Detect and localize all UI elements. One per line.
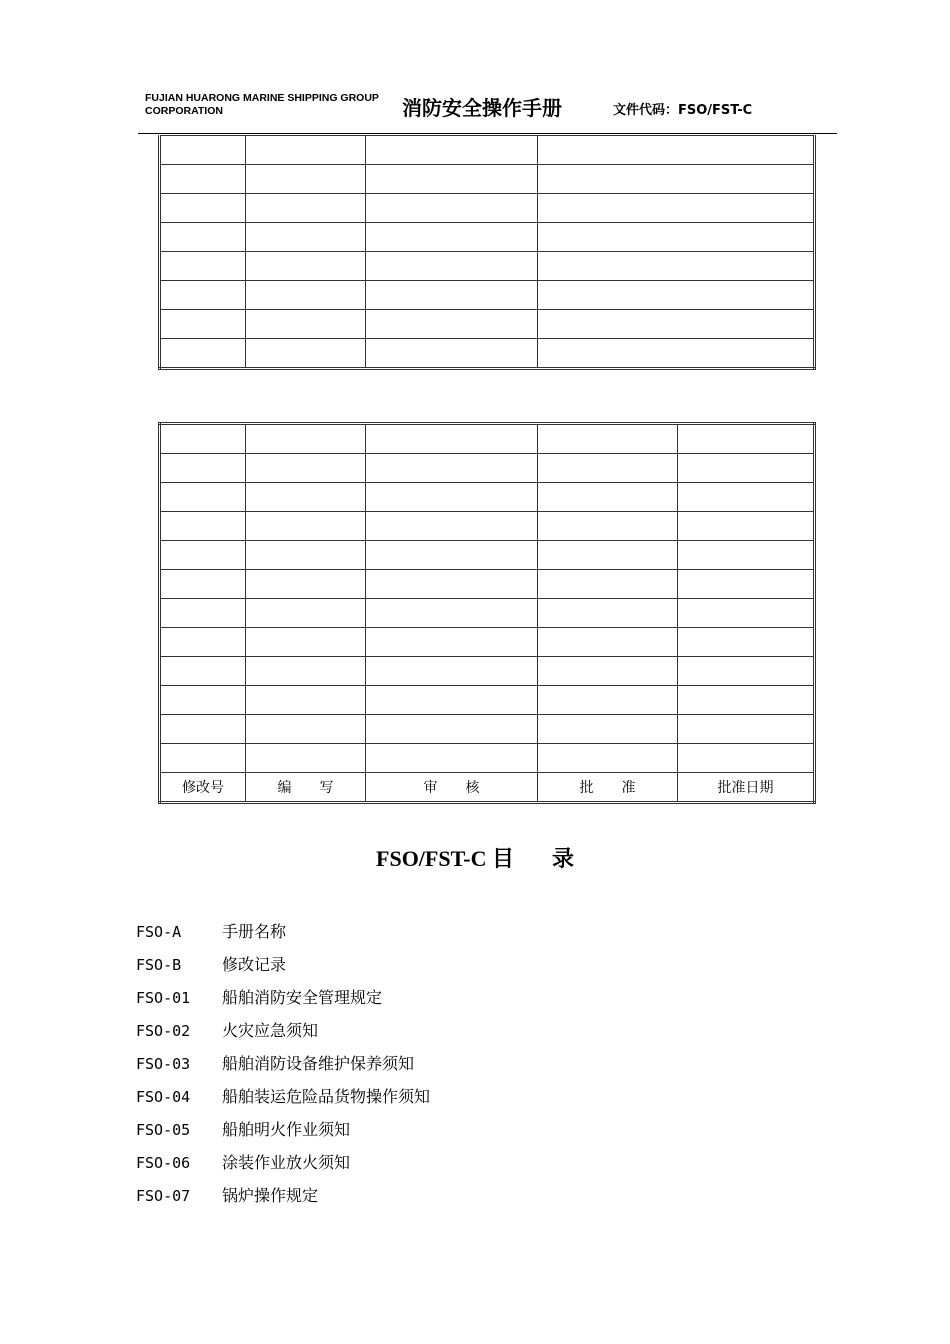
manual-title: 消防安全操作手册 [402,96,562,120]
toc-item-code: FSO-03 [136,1055,191,1073]
toc-title-prefix: FSO/FST-C 目 [376,846,514,871]
table-cell [538,744,678,773]
table-cell [538,599,678,628]
table-row [160,657,815,686]
table-row [160,424,815,454]
document-code: 文件代码：FSO/FST-C [613,103,753,118]
table-row [160,715,815,744]
table-cell [366,744,538,773]
toc-item [136,918,430,951]
toc-item-code: FSO-02 [136,1022,191,1040]
table-cell [246,657,366,686]
company-name-line1: FUJIAN HUARONG MARINE SHIPPING GROUP [145,92,379,104]
toc-item [136,1017,430,1050]
table-row [160,339,815,369]
table-cell [246,686,366,715]
table-cell [678,715,815,744]
table-row [160,628,815,657]
footer-approved-by: 批 准 [538,773,678,803]
table-cell [538,541,678,570]
table-cell [246,599,366,628]
table-row [160,310,815,339]
toc-item [136,1116,430,1149]
toc-item [136,951,430,984]
company-name [145,92,390,118]
table-row [160,281,815,310]
toc-item-name: 火灾应急须知 [222,1021,319,1040]
table-cell [366,252,538,281]
table-cell [538,570,678,599]
footer-approval-date: 批准日期 [678,773,815,803]
table-row [160,223,815,252]
table-cell [538,194,815,223]
table-cell [538,310,815,339]
table-row [160,686,815,715]
continued-table [158,135,816,370]
toc-item-name: 船舶装运危险品货物操作须知 [222,1087,431,1106]
table-cell [366,454,538,483]
table-cell [366,657,538,686]
table-cell [160,454,246,483]
table-cell [538,165,815,194]
toc-item-code: FSO-01 [136,989,191,1007]
toc-item [136,1050,430,1083]
table-cell [246,454,366,483]
table-cell [538,512,678,541]
table-cell [366,483,538,512]
toc-item-code: FSO-B [136,956,182,974]
table-cell [246,483,366,512]
toc-item [136,1083,430,1116]
table-cell [246,194,366,223]
toc-item-code: FSO-04 [136,1088,191,1106]
table-cell [246,512,366,541]
table-cell [538,252,815,281]
table-cell [678,454,815,483]
table-cell [366,715,538,744]
toc-item-name: 锅炉操作规定 [222,1186,319,1205]
company-name-line2: CORPORATION [145,105,223,117]
table-of-contents [136,918,430,1215]
table-cell [246,339,366,369]
revision-table-footer [160,773,815,803]
table-cell [160,657,246,686]
table-cell [160,715,246,744]
toc-item-name: 手册名称 [222,922,287,941]
table-cell [366,599,538,628]
footer-reviewed-by: 审 核 [366,773,538,803]
table-cell [160,570,246,599]
table-cell [246,165,366,194]
toc-item [136,1182,430,1215]
table-row [160,165,815,194]
toc-item-code: FSO-A [136,923,182,941]
table-cell [366,570,538,599]
table-cell [160,424,246,454]
table-cell [160,339,246,369]
toc-item-name: 船舶消防安全管理规定 [222,988,383,1007]
table-row [160,570,815,599]
table-cell [538,281,815,310]
table-cell [160,165,246,194]
table-cell [246,541,366,570]
table-cell [160,686,246,715]
table-cell [366,424,538,454]
table-cell [538,686,678,715]
table-cell [160,223,246,252]
table-cell [538,454,678,483]
table-cell [246,570,366,599]
table-cell [538,339,815,369]
table-cell [538,483,678,512]
table-cell [678,424,815,454]
toc-item-code: FSO-07 [136,1187,191,1205]
header-divider [138,133,837,134]
table-row [160,744,815,773]
table-row [160,252,815,281]
table-cell [538,715,678,744]
table-cell [160,599,246,628]
table-cell [538,223,815,252]
table-cell [160,310,246,339]
revision-table-body [160,424,815,803]
table-cell [678,541,815,570]
table-cell [366,339,538,369]
footer-revision-number: 修改号 [160,773,246,803]
revision-record-table [158,422,816,804]
toc-item-name: 涂装作业放火须知 [222,1153,351,1172]
table-cell [538,136,815,165]
toc-item-code: FSO-06 [136,1154,191,1172]
table-cell [246,281,366,310]
toc-item-code: FSO-05 [136,1121,191,1139]
toc-item-name: 修改记录 [222,955,287,974]
table-cell [538,628,678,657]
table-cell [678,599,815,628]
continued-table-body [160,136,815,369]
table-cell [160,252,246,281]
table-row [160,599,815,628]
toc-item-name: 船舶明火作业须知 [222,1120,351,1139]
table-cell [366,310,538,339]
table-cell [366,628,538,657]
table-cell [246,310,366,339]
table-cell [246,744,366,773]
table-cell [538,657,678,686]
table-cell [366,223,538,252]
toc-item-name: 船舶消防设备维护保养须知 [222,1054,415,1073]
toc-title [0,842,950,873]
table-cell [366,165,538,194]
table-cell [246,252,366,281]
table-cell [678,483,815,512]
table-cell [366,194,538,223]
table-cell [678,512,815,541]
table-cell [678,744,815,773]
table-cell [538,424,678,454]
table-cell [366,281,538,310]
toc-item [136,1149,430,1182]
toc-title-suffix: 录 [551,846,574,871]
table-row [160,454,815,483]
table-cell [160,483,246,512]
table-cell [678,628,815,657]
table-row [160,483,815,512]
toc-item [136,984,430,1017]
table-cell [160,628,246,657]
table-row [160,541,815,570]
table-row [160,512,815,541]
table-cell [160,136,246,165]
table-cell [246,628,366,657]
table-cell [246,715,366,744]
table-cell [246,136,366,165]
table-cell [678,570,815,599]
table-cell [678,657,815,686]
table-row [160,194,815,223]
table-cell [160,541,246,570]
table-cell [160,744,246,773]
table-cell [160,194,246,223]
table-row [160,136,815,165]
table-cell [366,136,538,165]
table-cell [366,512,538,541]
footer-written-by: 编 写 [246,773,366,803]
table-cell [246,424,366,454]
page-header [0,0,950,140]
table-cell [160,512,246,541]
table-cell [366,686,538,715]
table-cell [678,686,815,715]
table-cell [246,223,366,252]
table-cell [366,541,538,570]
table-cell [160,281,246,310]
